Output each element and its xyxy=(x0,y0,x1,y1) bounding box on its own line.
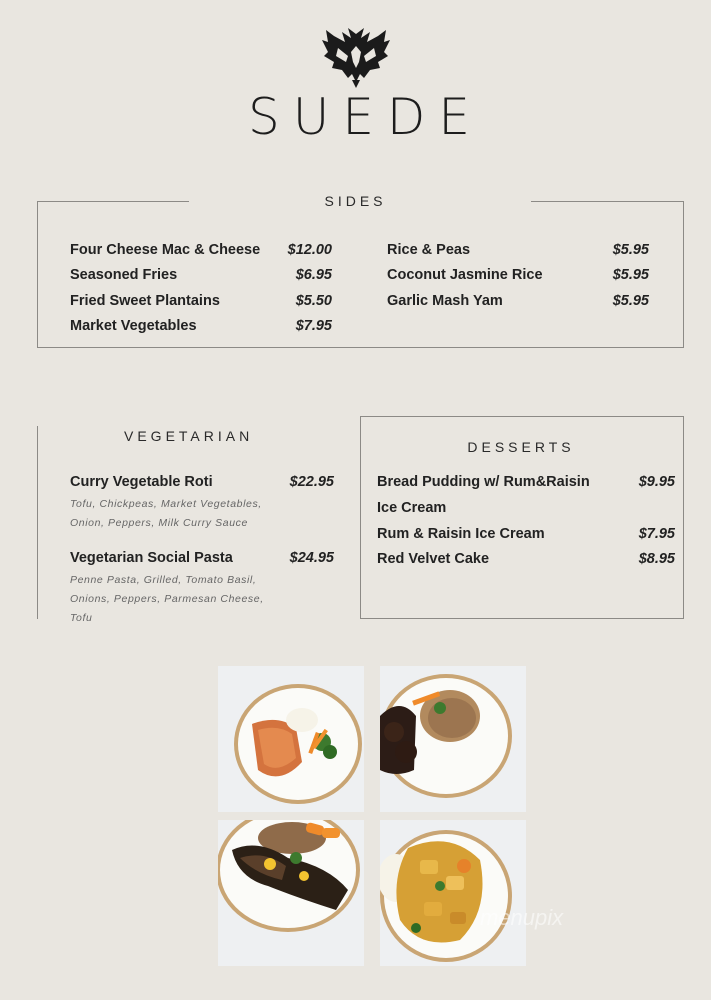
curry-plate-photo xyxy=(380,820,526,966)
sides-title: SIDES xyxy=(324,193,387,209)
side-item-name: Market Vegetables xyxy=(70,318,197,334)
dessert-item-price: $9.95 xyxy=(638,474,675,490)
side-item-price: $5.95 xyxy=(612,293,649,309)
vegetarian-item-description: Onions, Peppers, Parmesan Cheese, xyxy=(70,593,264,605)
phoenix-logo-icon xyxy=(318,26,394,88)
vegetarian-item-price: $24.95 xyxy=(289,550,334,566)
dessert-item-price: $7.95 xyxy=(638,526,675,542)
vegetarian-item-description: Onion, Peppers, Milk Curry Sauce xyxy=(70,517,248,529)
vegetarian-item-price: $22.95 xyxy=(289,474,334,490)
brand-name: SUEDE xyxy=(247,88,484,146)
vegetarian-title: VEGETARIAN xyxy=(124,428,254,444)
watermark-text: menupix xyxy=(480,905,564,930)
dessert-item-price: $8.95 xyxy=(638,551,675,567)
vegetarian-item-description: Tofu xyxy=(70,612,93,624)
vegetarian-section-frame xyxy=(37,426,38,619)
oxtail-rice-plate-photo xyxy=(380,666,526,812)
desserts-title: DESSERTS xyxy=(467,439,575,455)
side-item-name: Fried Sweet Plantains xyxy=(70,293,220,309)
side-item-name: Seasoned Fries xyxy=(70,267,178,283)
side-item-name: Garlic Mash Yam xyxy=(387,293,503,309)
fish-plate-photo xyxy=(218,666,364,812)
jerk-chicken-plate-photo xyxy=(218,820,364,966)
side-item-name: Coconut Jasmine Rice xyxy=(387,267,543,283)
side-item-price: $5.50 xyxy=(295,293,332,309)
side-item-price: $7.95 xyxy=(295,318,332,334)
dessert-item-name: Red Velvet Cake xyxy=(377,551,490,567)
side-item-name: Four Cheese Mac & Cheese xyxy=(70,242,261,258)
dessert-item-name: Ice Cream xyxy=(377,500,447,516)
vegetarian-item-name: Vegetarian Social Pasta xyxy=(70,550,233,566)
side-item-price: $12.00 xyxy=(287,242,332,258)
dessert-item-name: Bread Pudding w/ Rum&Raisin xyxy=(377,474,590,490)
side-item-price: $6.95 xyxy=(295,267,332,283)
side-item-price: $5.95 xyxy=(612,242,649,258)
vegetarian-item-description: Tofu, Chickpeas, Market Vegetables, xyxy=(70,498,262,510)
side-item-price: $5.95 xyxy=(612,267,649,283)
vegetarian-item-description: Penne Pasta, Grilled, Tomato Basil, xyxy=(70,574,257,586)
side-item-name: Rice & Peas xyxy=(387,242,471,258)
dessert-item-name: Rum & Raisin Ice Cream xyxy=(377,526,545,542)
vegetarian-item-name: Curry Vegetable Roti xyxy=(70,474,213,490)
